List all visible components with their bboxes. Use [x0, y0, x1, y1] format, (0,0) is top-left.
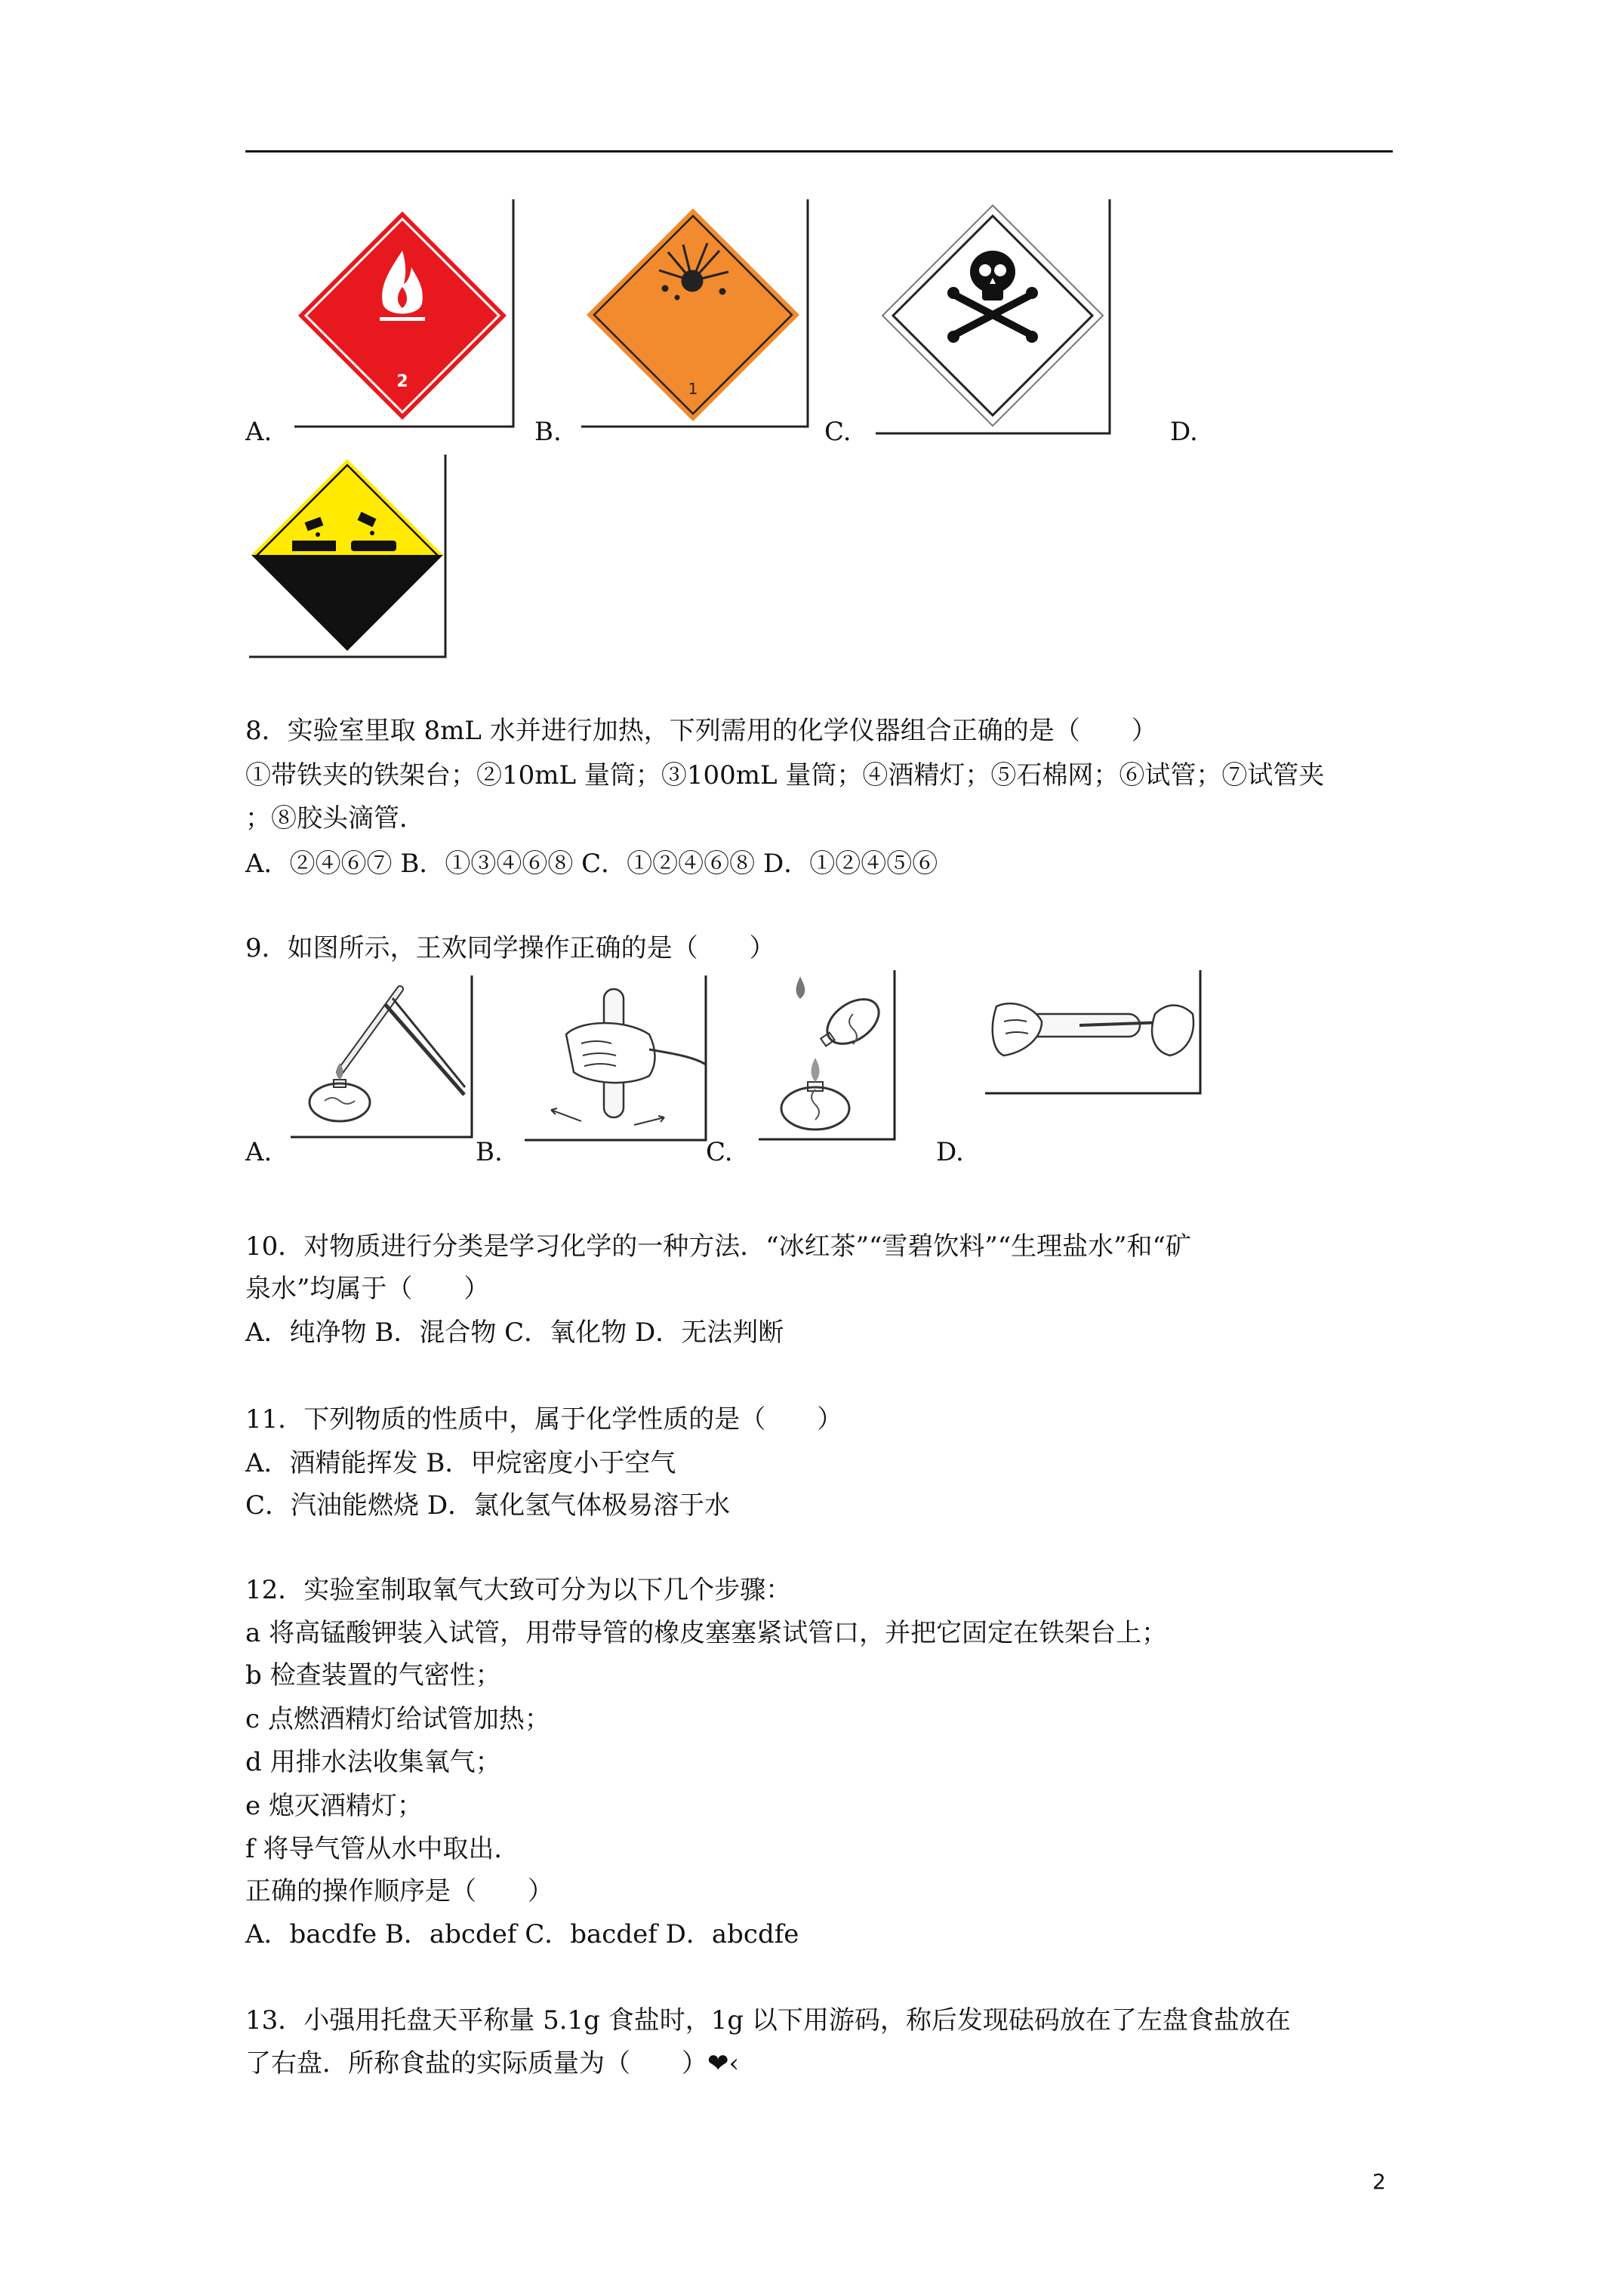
- q9-option-a: A.: [245, 1137, 273, 1167]
- q7-option-a: A.: [245, 417, 273, 447]
- q12-options: A．bacdfe B．abcdef C．bacdef D．abcdfe: [245, 1919, 799, 1949]
- q13-stem-line1: 13．小强用托盘天平称量 5.1g 食盐时，1g 以下用游码，称后发现砝码放在了左盘食盐放在: [245, 2005, 1291, 2036]
- q8-items-line2: ；⑧胶头滴管．: [245, 803, 425, 834]
- q8-stem: 8．实验室里取 8mL 水并进行加热，下列需用的化学仪器组合正确的是（ ）: [245, 716, 1157, 746]
- q7-option-b: B.: [534, 417, 562, 447]
- q9-option-c: C.: [706, 1137, 733, 1167]
- q12-stem: 12．实验室制取氧气大致可分为以下几个步骤：: [245, 1575, 792, 1605]
- header-rule: [245, 150, 1393, 153]
- q12-step-d: d 用排水法收集氧气；: [245, 1747, 501, 1777]
- q8-items-line1: ①带铁夹的铁架台；②10mL 量筒；③100mL 量筒；④酒精灯；⑤石棉网；⑥试管；⑦试管夹: [245, 760, 1325, 791]
- q12-step-e: e 熄灭酒精灯；: [245, 1791, 423, 1821]
- q9-option-b: B.: [476, 1137, 503, 1167]
- page-number: 2: [1372, 2169, 1386, 2194]
- q11-stem: 11．下列物质的性质中，属于化学性质的是（ ）: [245, 1404, 843, 1435]
- q12-step-f: f 将导气管从水中取出．: [245, 1834, 520, 1864]
- q8-options: A．②④⑥⑦ B．①③④⑥⑧ C．①②④⑥⑧ D．①②④⑤⑥: [245, 849, 938, 879]
- corrosive-sign-image: [245, 453, 449, 661]
- q12-step-a: a 将高锰酸钾装入试管，用带导管的橡皮塞塞紧试管口，并把它固定在铁架台上；: [245, 1618, 1168, 1648]
- toxic-sign-image: [872, 198, 1113, 439]
- flammable-gas-sign-image: [291, 198, 517, 432]
- heating-test-tube-figure: [287, 974, 476, 1140]
- shaking-test-tube-figure: [521, 974, 710, 1144]
- svg-text:2: 2: [396, 372, 408, 391]
- explosive-sign-image: [577, 198, 812, 432]
- q12-step-b: b 检查装置的气密性；: [245, 1660, 501, 1690]
- q12-step-c: c 点燃酒精灯给试管加热；: [245, 1704, 550, 1734]
- q10-stem-line2: 泉水”均属于（ ）: [245, 1274, 490, 1304]
- q9-option-d: D.: [936, 1137, 964, 1167]
- lighting-alcohol-lamp-figure: [755, 969, 898, 1142]
- q10-stem-line1: 10．对物质进行分类是学习化学的一种方法．“冰红茶”“雪碧饮料”“生理盐水”和“矿: [245, 1231, 1191, 1262]
- q9-stem: 9．如图所示，王欢同学操作正确的是（ ）: [245, 933, 775, 963]
- svg-text:1: 1: [688, 380, 698, 398]
- q7-option-d: D.: [1170, 417, 1198, 447]
- q10-options: A．纯净物 B．混合物 C．氧化物 D．无法判断: [245, 1318, 784, 1348]
- q7-option-c: C.: [824, 417, 852, 447]
- q11-options-line1: A．酒精能挥发 B．甲烷密度小于空气: [245, 1448, 676, 1478]
- q13-stem-line2: 了右盘．所称食盐的实际质量为（ ）❤‹: [245, 2048, 740, 2079]
- q12-question: 正确的操作顺序是（ ）: [245, 1876, 553, 1906]
- dropper-test-tube-figure: [981, 969, 1204, 1097]
- q11-options-line2: C．汽油能燃烧 D．氯化氢气体极易溶于水: [245, 1490, 731, 1521]
